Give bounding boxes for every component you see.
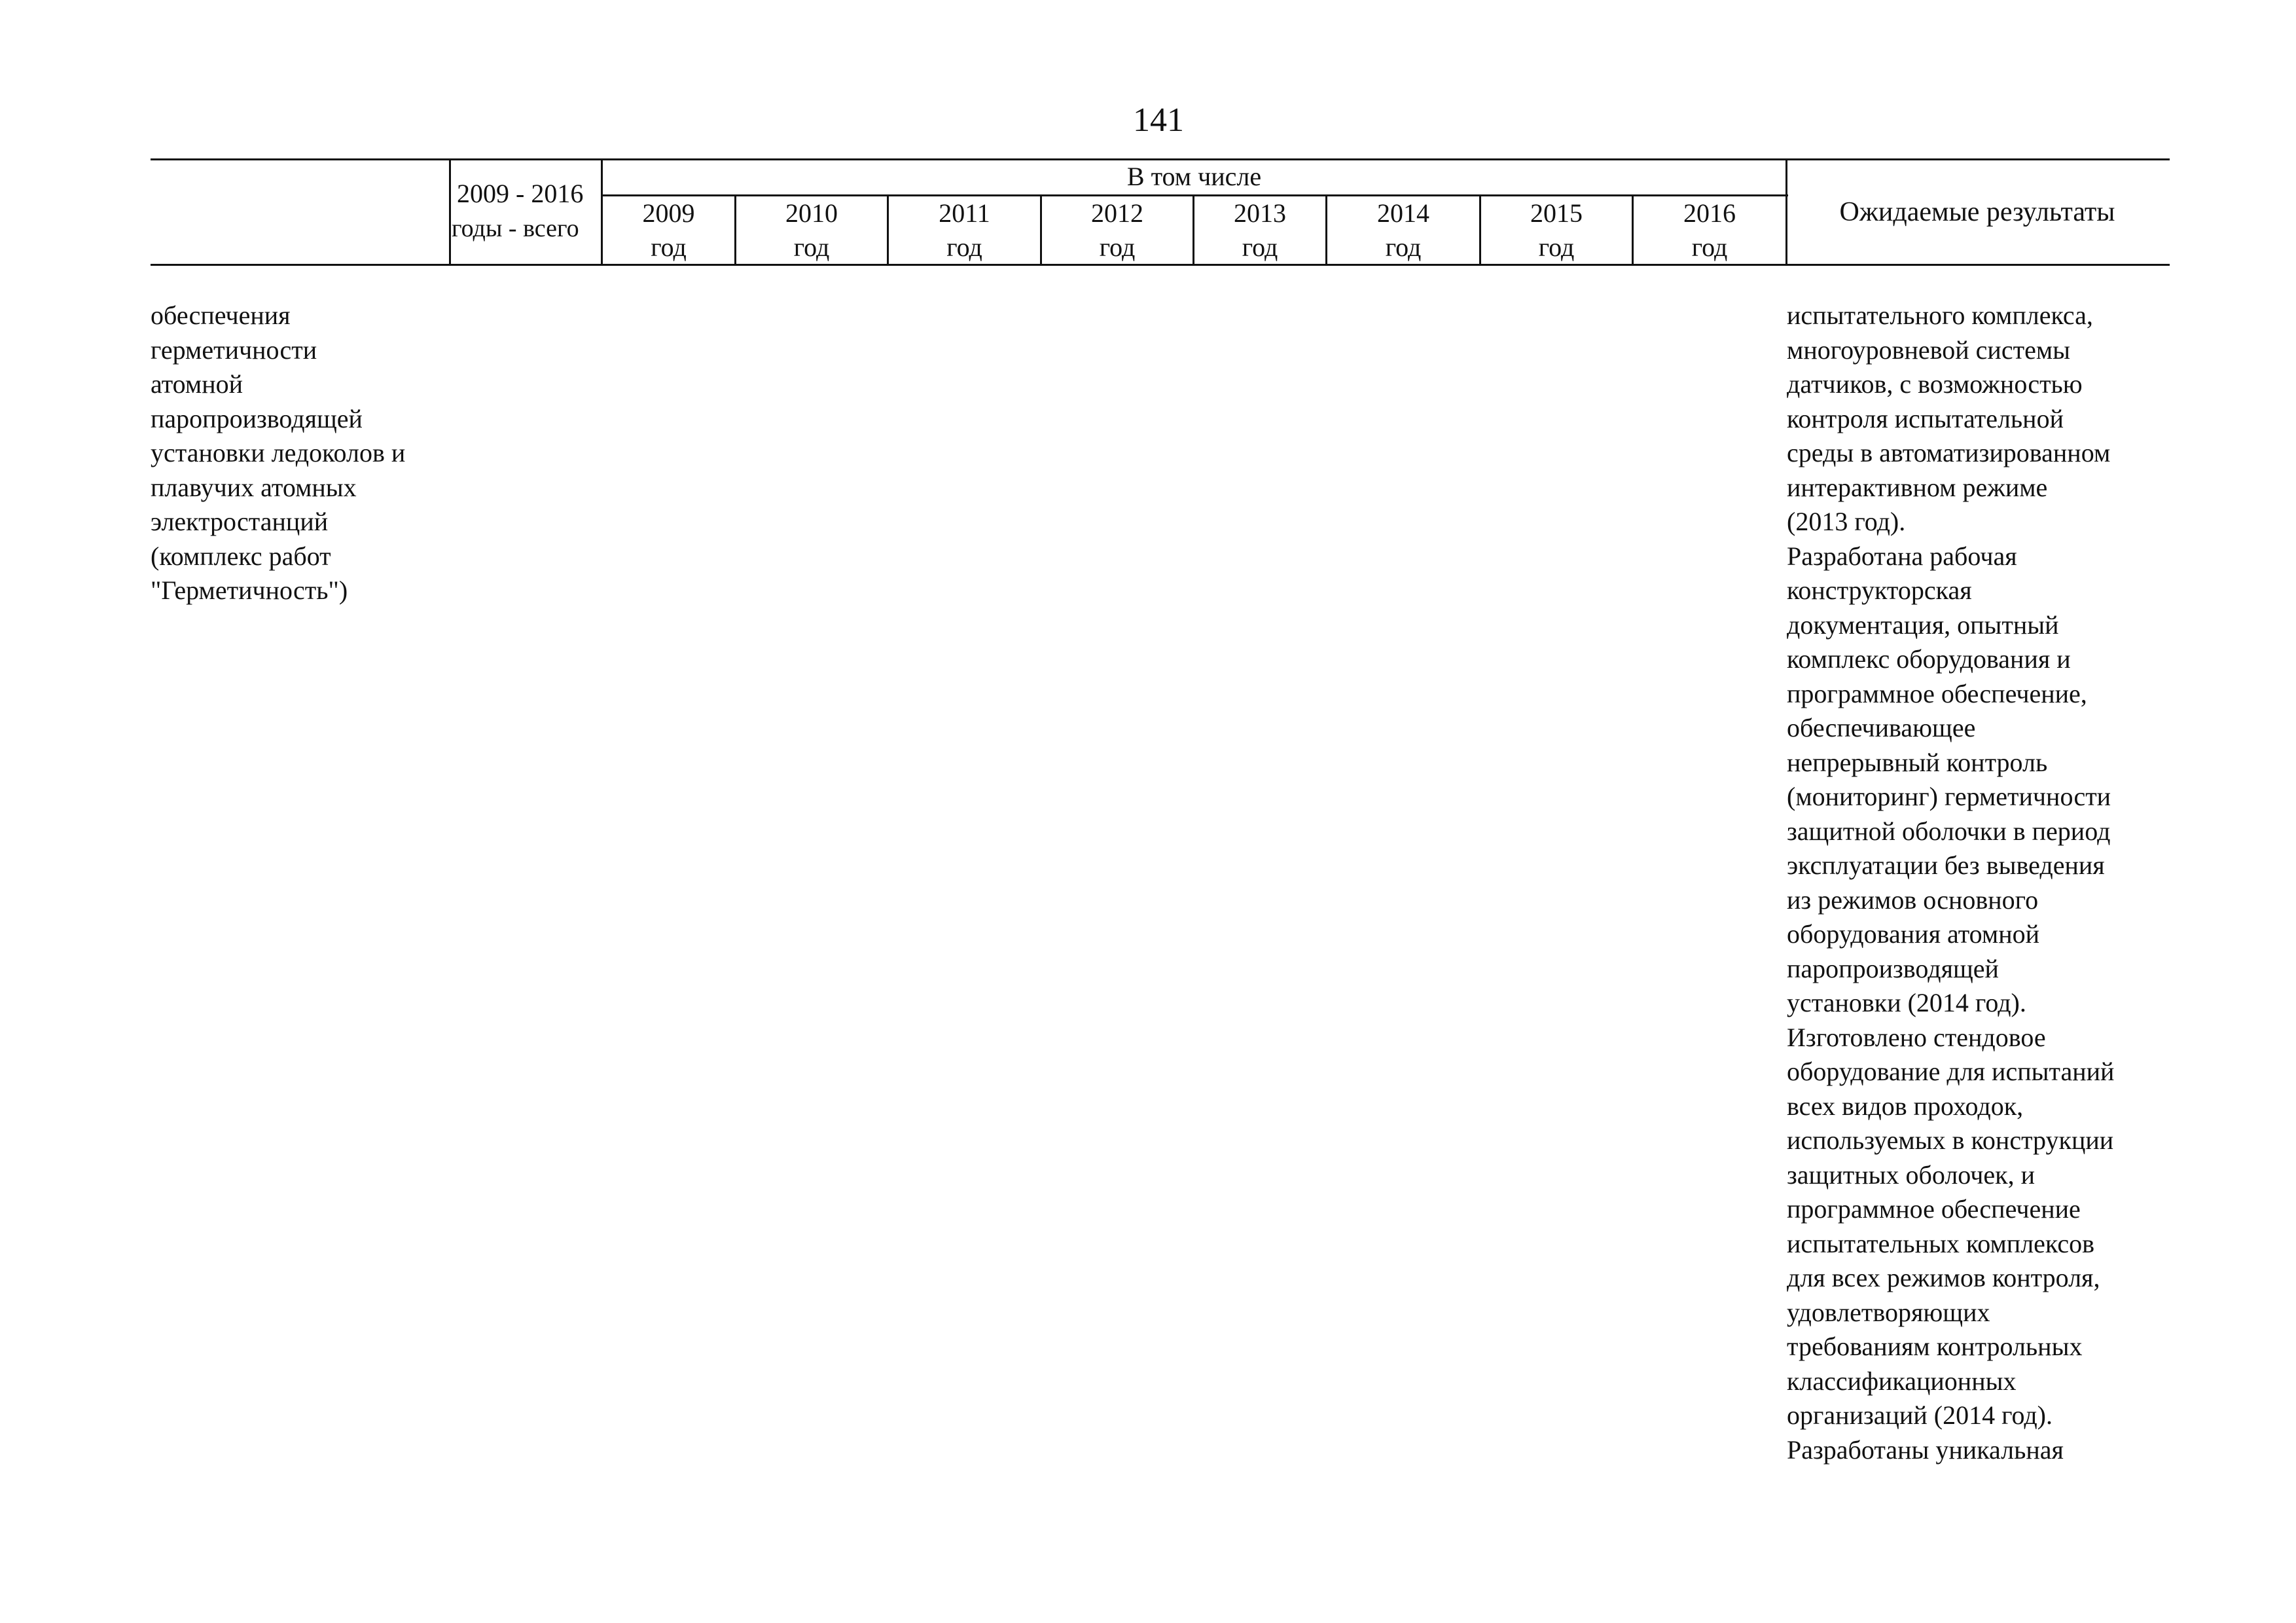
text-line: программное обеспечение, xyxy=(1787,678,2087,708)
text-line: из режимов основного xyxy=(1787,884,2039,915)
year-label: 2015 xyxy=(1530,198,1583,228)
year-cell-2013 xyxy=(1194,196,1325,265)
header-top-rule xyxy=(151,158,2170,160)
text-line: плавучих атомных xyxy=(151,472,357,502)
year-unit: год xyxy=(946,232,982,262)
including-header: В том числе xyxy=(1126,162,1262,191)
results-header: Ожидаемые результаты xyxy=(1839,197,2115,227)
text-line: Разработаны уникальная xyxy=(1787,1434,2064,1465)
year-unit: год xyxy=(1242,232,1278,262)
year-label: 2010 xyxy=(785,198,838,228)
text-line: (комплекс работ xyxy=(151,541,331,571)
text-line: эксплуатации без выведения xyxy=(1787,850,2105,880)
text-line: контроля испытательной xyxy=(1787,403,2064,433)
year-unit: год xyxy=(793,232,830,262)
text-line: используемых в конструкции xyxy=(1787,1125,2114,1155)
year-label: 2014 xyxy=(1377,198,1429,228)
year-cell-2016 xyxy=(1634,196,1785,265)
text-line: паропроизводящей xyxy=(151,403,363,433)
text-line: документация, опытный xyxy=(1787,610,2059,640)
year-unit: год xyxy=(1385,232,1422,262)
text-line: герметичности xyxy=(151,335,317,365)
year-unit: год xyxy=(1099,232,1136,262)
year-cell-2014 xyxy=(1327,196,1479,265)
year-label: 2013 xyxy=(1234,198,1286,228)
year-unit: год xyxy=(651,232,687,262)
text-line: Разработана рабочая xyxy=(1787,541,2017,571)
text-line: электростанций xyxy=(151,507,329,536)
text-line: Изготовлено стендовое xyxy=(1787,1022,2046,1052)
text-line: испытательных комплексов xyxy=(1787,1228,2094,1258)
text-line: многоуровневой системы xyxy=(1787,335,2071,365)
page-number: 141 xyxy=(1133,101,1184,139)
text-line: атомной xyxy=(151,369,243,399)
text-line: (мониторинг) герметичности xyxy=(1787,782,2111,811)
text-line: обеспечения xyxy=(151,301,291,330)
year-label: 2009 xyxy=(642,198,695,228)
year-unit: год xyxy=(1538,232,1575,262)
text-line: оборудования атомной xyxy=(1787,919,2040,949)
text-line: обеспечивающее xyxy=(1787,713,1976,742)
year-cell-2012 xyxy=(1042,196,1193,265)
text-line: конструкторская xyxy=(1787,575,1972,605)
text-line: установки (2014 год). xyxy=(1787,988,2026,1017)
text-line: удовлетворяющих xyxy=(1787,1297,1990,1327)
text-line: защитной оболочки в период xyxy=(1787,816,2111,846)
text-line: всех видов проходок, xyxy=(1787,1091,2024,1121)
year-label: 2011 xyxy=(939,198,990,228)
text-line: паропроизводящей xyxy=(1787,953,1999,983)
year-label: 2012 xyxy=(1091,198,1143,228)
text-line: испытательного комплекса, xyxy=(1787,301,2093,330)
right-column-text xyxy=(1787,299,2179,1467)
divider-left xyxy=(449,158,451,266)
left-column-text xyxy=(151,299,445,608)
text-line: комплекс оборудования и xyxy=(1787,644,2071,674)
year-cell-2015 xyxy=(1481,196,1632,265)
total-header-line2: годы - всего xyxy=(452,215,579,242)
text-line: "Герметичность") xyxy=(151,575,348,605)
text-line: требованиям контрольных xyxy=(1787,1332,2083,1361)
text-line: оборудование для испытаний xyxy=(1787,1057,2115,1086)
text-line: (2013 год). xyxy=(1787,507,1906,536)
text-line: классификационных xyxy=(1787,1366,2017,1396)
text-line: датчиков, с возможностью xyxy=(1787,369,2083,399)
year-unit: год xyxy=(1691,232,1728,262)
text-line: непрерывный контроль xyxy=(1787,747,2048,777)
year-cell-2010 xyxy=(736,196,887,265)
text-line: для всех режимов контроля, xyxy=(1787,1263,2100,1292)
text-line: установки ледоколов и xyxy=(151,438,406,467)
total-header-line1: 2009 - 2016 xyxy=(457,179,584,208)
year-cell-2011 xyxy=(889,196,1040,265)
text-line: интерактивном режиме xyxy=(1787,472,2048,502)
text-line: программное обеспечение xyxy=(1787,1194,2081,1224)
year-cell-2009 xyxy=(603,196,734,265)
year-label: 2016 xyxy=(1683,198,1736,228)
text-line: среды в автоматизированном xyxy=(1787,438,2111,467)
text-line: организаций (2014 год). xyxy=(1787,1400,2053,1430)
text-line: защитных оболочек, и xyxy=(1787,1159,2035,1190)
